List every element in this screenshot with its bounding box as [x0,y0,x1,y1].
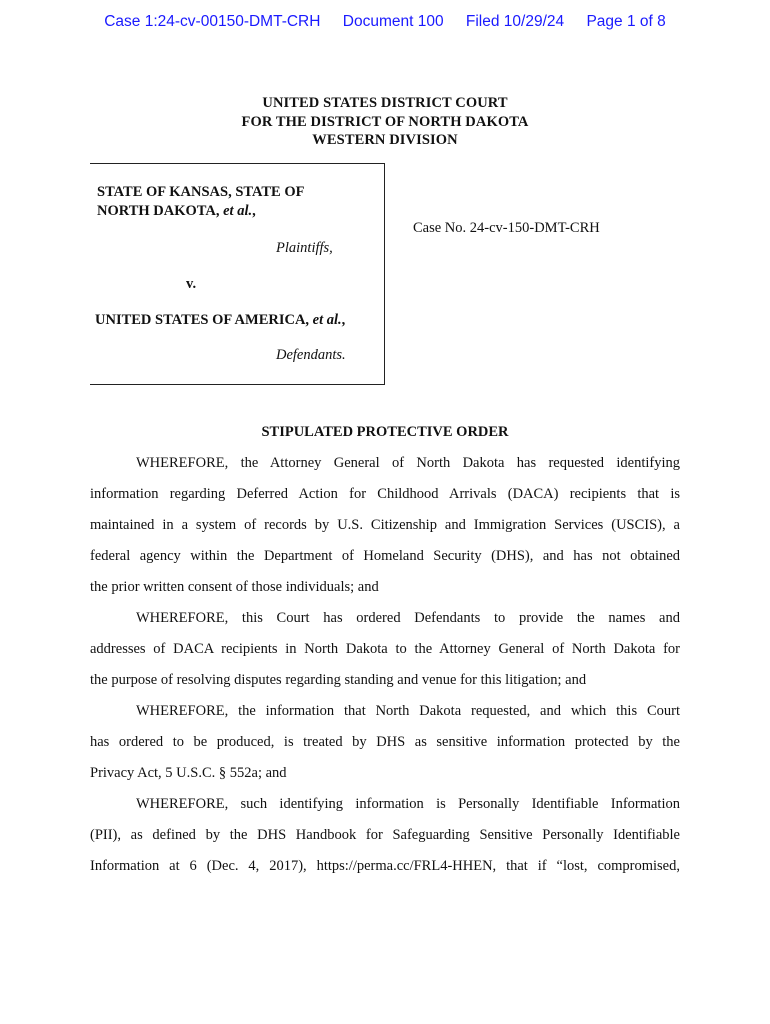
ecf-filing-header [0,13,770,31]
body-line: Privacy Act, 5 U.S.C. § 552a; and [90,765,287,781]
ecf-document-number: Document 100 [342,13,444,30]
body-line: the purpose of resolving disputes regarding standing and venue for this litigation; and [90,672,587,688]
court-heading [0,94,770,150]
body-line: the prior written consent of those individuals; and [90,579,379,595]
body-line: WHEREFORE, the information that North Dakota requested, and which this Court [136,703,680,719]
body-line: information regarding Deferred Action for Childhood Arrivals (DACA) recipients that is [90,486,680,502]
court-district: FOR THE DISTRICT OF NORTH DAKOTA [241,113,529,130]
body-line: WHEREFORE, such identifying information is Personally Identifiable Information [136,796,680,812]
caption-defendants-name: UNITED STATES OF AMERICA, [95,312,313,328]
body-line: addresses of DACA recipients in North Dakota to the Attorney General of North Dakota for [90,641,680,657]
ecf-filed-date: Filed 10/29/24 [465,13,565,30]
body-line: has ordered to be produced, is treated by DHS as sensitive information protected by the [90,734,680,750]
caption-defendants-et-al: et al. [312,312,342,328]
court-division: WESTERN DIVISION [312,132,458,148]
ecf-page-number: Page 1 of 8 [586,13,666,30]
body-line: (PII), as defined by the DHS Handbook for Safeguarding Sensitive Personally Identifiable [90,827,680,843]
caption-versus: v. [186,276,197,292]
document-title: STIPULATED PROTECTIVE ORDER [261,424,509,440]
body-line: federal agency within the Department of Homeland Security (DHS), and has not obtained [90,548,680,564]
body-line: WHEREFORE, the Attorney General of North Dakota has requested identifying [136,455,680,471]
caption-plaintiffs-line1: STATE OF KANSAS, STATE OF [97,184,305,200]
caption-plaintiffs-line2 [97,203,256,220]
body-line: Information at 6 (Dec. 4, 2017), https://perma.cc/FRL4-HHEN, that if “lost, compromised, [90,858,680,874]
court-name: UNITED STATES DISTRICT COURT [262,95,508,111]
ecf-case-number: Case 1:24-cv-00150-DMT-CRH [104,13,321,30]
caption-plaintiffs-et-al: et al. [223,203,253,219]
case-number: Case No. 24-cv-150-DMT-CRH [413,220,600,236]
body-line: maintained in a system of records by U.S. Citizenship and Immigration Services (USCIS), a [90,517,680,533]
caption-plaintiffs-comma: , [252,203,256,219]
body-line: WHEREFORE, this Court has ordered Defendants to provide the names and [136,610,680,626]
caption-defendants-role: Defendants. [276,347,346,363]
caption-defendants [95,312,345,329]
caption-defendants-comma: , [341,312,346,328]
caption-plaintiffs-name: NORTH DAKOTA, [97,203,224,219]
caption-plaintiffs-role: Plaintiffs, [276,240,333,256]
